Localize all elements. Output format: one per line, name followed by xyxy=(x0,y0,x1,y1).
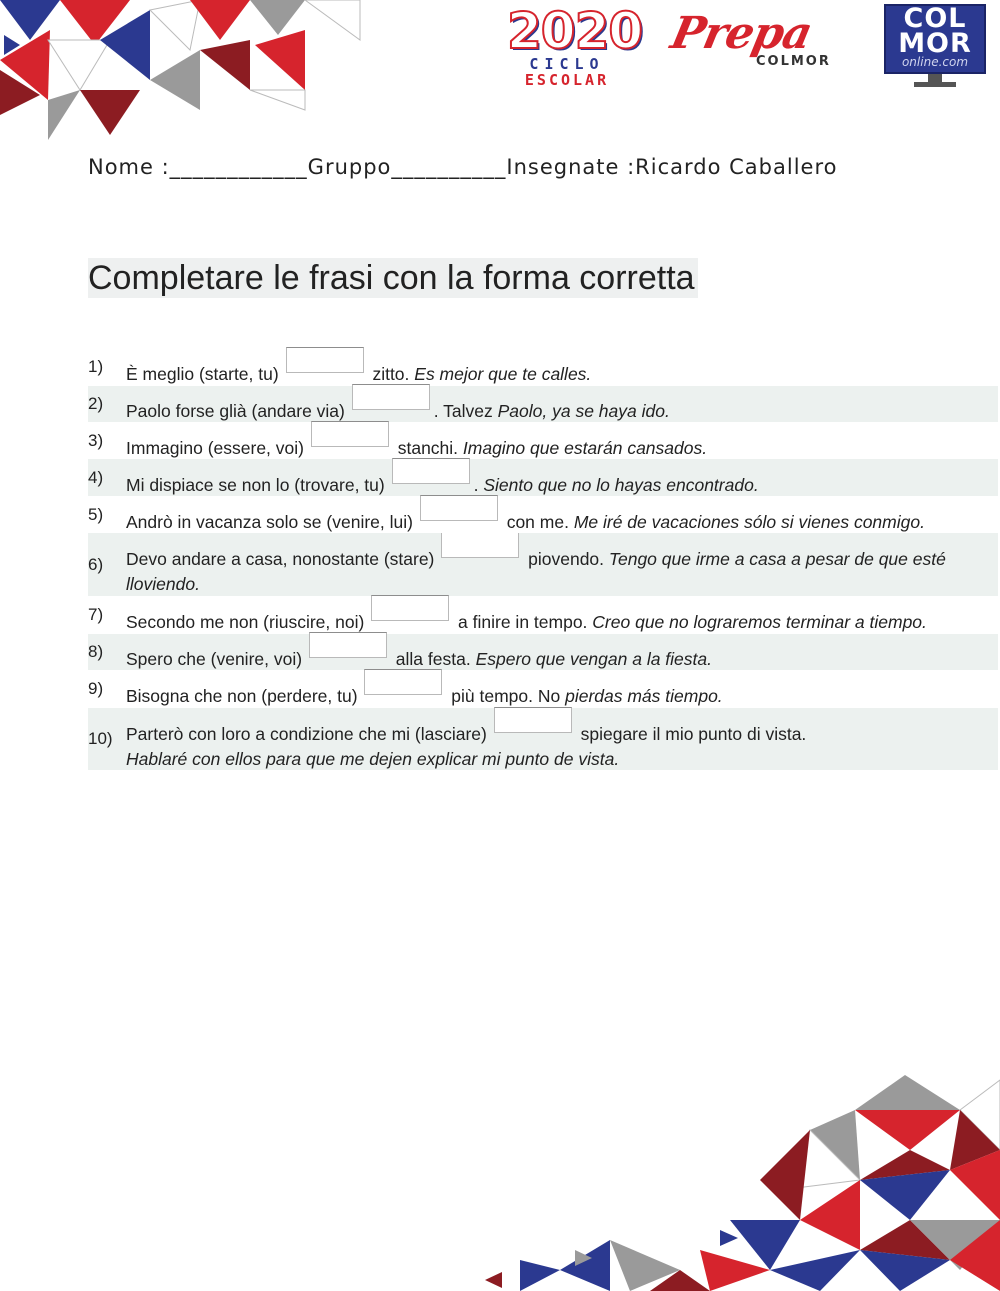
prepa-colmor-logo xyxy=(668,8,848,78)
answer-input[interactable] xyxy=(286,347,364,373)
logo-prepa-script: Prepa xyxy=(666,8,816,59)
question-row xyxy=(88,348,998,386)
answer-input[interactable] xyxy=(441,533,519,558)
spanish-translation: Paolo, ya se haya ido. xyxy=(497,401,670,421)
question-continuation: alla festa. xyxy=(390,649,476,669)
question-continuation: . xyxy=(473,474,484,495)
question-continuation: a finire in tempo. xyxy=(453,612,593,632)
monitor-base xyxy=(914,82,956,87)
question-row xyxy=(88,533,998,596)
question-row xyxy=(88,496,998,533)
answer-input[interactable] xyxy=(392,458,470,484)
question-text xyxy=(126,669,998,709)
logo-escolar: ESCOLAR xyxy=(524,71,610,89)
spanish-translation: Tengo que irme a casa a pesar de que esté xyxy=(608,549,946,569)
question-continuation: piovendo. xyxy=(523,549,609,569)
question-prompt: Spero che (venire, voi) xyxy=(126,649,303,669)
question-row xyxy=(88,596,998,634)
question-list xyxy=(88,348,998,770)
question-continuation: con me. xyxy=(501,511,574,532)
question-number: 5) xyxy=(88,504,104,524)
exercise-title: Completare le frasi con la forma corretta xyxy=(88,258,698,298)
question-number: 6) xyxy=(88,554,104,574)
logo-prepa-sub: COLMOR xyxy=(756,54,831,69)
question-continuation: . Talvez xyxy=(433,401,498,421)
question-prompt: È meglio (starte, tu) xyxy=(126,364,279,384)
question-prompt: Bisogna che non (perdere, tu) xyxy=(126,686,358,706)
question-text xyxy=(126,533,998,596)
logo-ciclo: CICLO xyxy=(529,55,605,73)
question-text xyxy=(126,421,998,461)
question-row xyxy=(88,670,998,708)
answer-input[interactable] xyxy=(311,421,389,447)
answer-input[interactable] xyxy=(494,707,572,733)
question-number: 2) xyxy=(88,394,104,413)
question-number: 3) xyxy=(88,430,104,450)
question-prompt: Paolo forse glià (andare via) xyxy=(126,401,345,421)
decorative-triangles-top xyxy=(0,0,370,140)
question-prompt: Secondo me non (riuscire, noi) xyxy=(126,612,365,632)
decorative-triangles-bottom xyxy=(480,1070,1000,1291)
question-prompt: Andrò in vacanza solo se (venire, lui) xyxy=(126,511,413,532)
answer-input[interactable] xyxy=(371,595,449,621)
question-row xyxy=(88,386,998,422)
question-text xyxy=(126,384,998,424)
logo-colmor-line2: MOR xyxy=(898,28,972,59)
question-continuation: spiegare il mio punto di vista. xyxy=(575,723,807,744)
colmor-online-logo xyxy=(884,4,988,88)
logo-year: 2020 xyxy=(507,2,643,60)
question-row xyxy=(88,708,998,770)
question-number: 10) xyxy=(88,729,113,748)
spanish-translation: Hablaré con ellos para que me dejen explicar mi punto de vista. xyxy=(126,748,620,769)
question-continuation: zitto. xyxy=(367,364,415,384)
question-row xyxy=(88,422,998,459)
spanish-translation: Espero que vengan a la fiesta. xyxy=(475,649,712,669)
question-text xyxy=(126,707,998,772)
answer-input[interactable] xyxy=(309,632,387,658)
question-prompt: Parterò con loro a condizione che mi (lasciare) xyxy=(126,723,487,744)
question-prompt: Devo andare a casa, nonostante (stare) xyxy=(126,549,435,569)
spanish-translation: Siento que no lo hayas encontrado. xyxy=(483,474,759,495)
question-text xyxy=(126,595,998,635)
question-prompt: Mi dispiace se non lo (trovare, tu) xyxy=(126,474,385,495)
monitor-stand xyxy=(928,74,942,82)
logo-monitor-screen xyxy=(884,4,986,74)
question-row xyxy=(88,634,998,670)
spanish-translation-continued: lloviendo. xyxy=(126,574,200,594)
spanish-translation: Creo que no lograremos terminar a tiempo. xyxy=(592,612,927,632)
logo-colmor-line1: COL xyxy=(903,3,967,34)
spanish-translation: pierdas más tiempo. xyxy=(560,686,723,706)
question-number: 7) xyxy=(88,605,104,624)
answer-input[interactable] xyxy=(352,384,430,410)
question-text xyxy=(126,347,998,387)
student-info-line: Nome :____________Gruppo__________Insegnate :Ricardo Caballero xyxy=(88,155,838,179)
question-prompt: Immagino (essere, voi) xyxy=(126,437,304,458)
answer-input[interactable] xyxy=(420,495,498,521)
question-text xyxy=(126,495,998,535)
question-continuation: stanchi. xyxy=(392,437,463,458)
question-row xyxy=(88,459,998,496)
question-number: 8) xyxy=(88,642,104,661)
question-number: 4) xyxy=(88,467,104,487)
question-continuation: più tempo. No xyxy=(446,686,561,706)
spanish-translation: Imagino que estarán cansados. xyxy=(462,437,708,458)
question-text xyxy=(126,632,998,672)
answer-input[interactable] xyxy=(364,669,442,695)
logo-colmor-line3: online.com xyxy=(901,55,969,69)
spanish-translation: Es mejor que te calles. xyxy=(414,364,592,384)
question-text xyxy=(126,458,998,498)
question-number: 1) xyxy=(88,357,104,376)
question-number: 9) xyxy=(88,679,104,698)
spanish-translation: Me iré de vacaciones sólo si vienes conmigo. xyxy=(573,511,925,532)
ciclo-escolar-logo xyxy=(507,2,643,89)
